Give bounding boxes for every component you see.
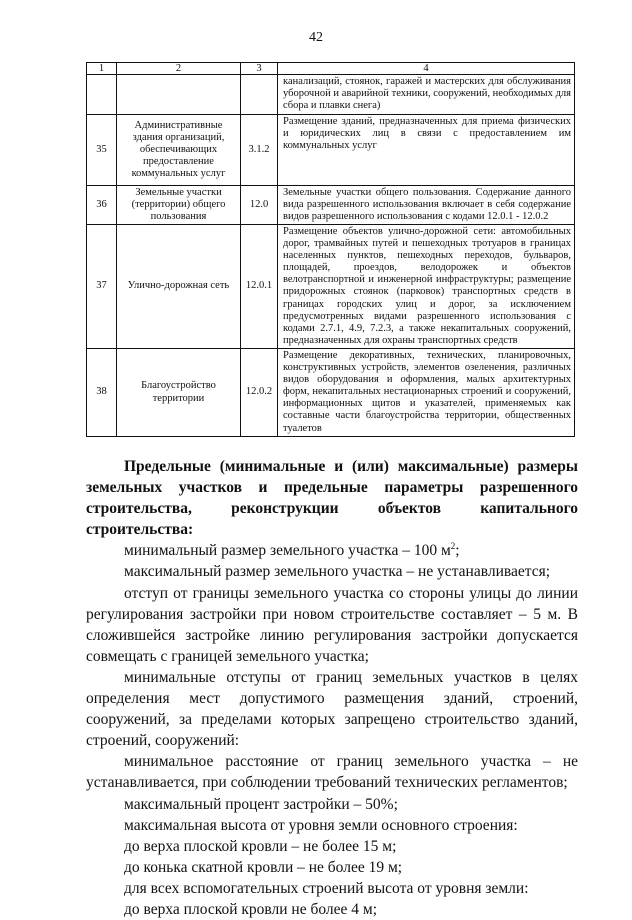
use-description: Размещение зданий, предназначенных для приема физических и юридических лиц в связи с предоставлением им коммунальных услуг — [278, 115, 575, 186]
table-row-continuation — [87, 75, 575, 115]
continuation-cell: канализаций, стоянок, гаражей и мастерских для обслуживания уборочной и аварийной техники, сооружений, необходимых для сбора и плавки снега) — [278, 75, 575, 115]
paragraph: до верха плоской кровли – не более 15 м; — [124, 837, 397, 855]
paragraph: отступ от границы земельного участка со стороны улицы до линии регулирования застройки при новом строительстве составляет – 5 м. В сложившейся застройке линию регулирования застройки допускается совмещать с границей земельного участка; — [86, 584, 578, 665]
use-description: Земельные участки общего пользования. Содержание данного вида разрешенного использования включает в себя содержание видов разрешенного использования с кодами 12.0.1 - 12.0.2 — [278, 186, 575, 225]
page-number: 42 — [309, 30, 323, 45]
row-number: 35 — [87, 115, 117, 186]
use-description: Размещение объектов улично-дорожной сети: автомобильных дорог, трамвайных путей и пешеходных тротуаров в границах населенных пунктов, пешеходных переходов, бульваров, площадей, проездов, велодорожек и объектов велотранспортной и инженерной инфраструктуры; размещение придорожных стоянок (парковок) транспортных средств в границах городских улиц и дорог, за исключением предусмотренных видами разрешенного использования с кодами 2.7.1, 4.9, 7.2.3, а также некапитальных сооружений, предназначенных для охраны транспортных средств — [278, 225, 575, 349]
land-use-table — [86, 62, 575, 437]
use-code: 3.1.2 — [241, 115, 278, 186]
row-number: 37 — [87, 225, 117, 349]
use-description: Размещение декоративных, технических, планировочных, конструктивных устройств, элементов озеленения, различных видов оборудования и оформления, малых архитектурных форм, некапитальных нестационарных строений и сооружений, информационных щитов и указателей, применяемых как составные части благоустройства территории, общественных туалетов — [278, 349, 575, 437]
table-row — [87, 225, 575, 349]
paragraph: для всех вспомогательных строений высота от уровня земли: — [124, 879, 529, 897]
use-name: Улично-дорожная сеть — [117, 225, 241, 349]
use-code: 12.0 — [241, 186, 278, 225]
use-code: 12.0.1 — [241, 225, 278, 349]
row-number: 38 — [87, 349, 117, 437]
paragraph: максимальный процент застройки – 50%; — [124, 795, 398, 813]
row-number: 36 — [87, 186, 117, 225]
use-code: 12.0.2 — [241, 349, 278, 437]
paragraph: минимальное расстояние от границ земельного участка – не устанавливается, при соблюдении требований технических регламентов; — [86, 753, 578, 792]
header-col-2: 2 — [117, 63, 241, 75]
header-col-1: 1 — [87, 63, 117, 75]
table-header-row — [87, 63, 575, 75]
table-row — [87, 115, 575, 186]
table-row — [87, 186, 575, 225]
use-name: Благоустройство территории — [117, 349, 241, 437]
paragraph: максимальная высота от уровня земли основного строения: — [124, 816, 518, 834]
header-col-4: 4 — [278, 63, 575, 75]
paragraph — [86, 540, 578, 561]
use-name: Административные здания организаций, обеспечивающих предоставление коммунальных услуг — [117, 115, 241, 186]
paragraph: минимальные отступы от границ земельных участков в целях определения мест допустимого размещения зданий, строений, сооружений, за пределами которых запрещено строительство зданий, строений, сооружений: — [86, 668, 578, 750]
paragraph: максимальный размер земельного участка – не устанавливается; — [124, 563, 551, 581]
table-row — [87, 349, 575, 437]
min-area-sup: 2 — [450, 541, 456, 552]
use-name: Земельные участки (территории) общего пользования — [117, 186, 241, 225]
paragraph: до верха плоской кровли не более 4 м; — [124, 900, 378, 918]
body-text — [86, 456, 578, 920]
paragraph: до конька скатной кровли – не более 19 м; — [124, 858, 403, 876]
section-heading: Предельные (минимальные и (или) максимальные) размеры земельных участков и предельные параметры разрешенного строительства, реконструкции объектов капитального строительства: — [86, 458, 578, 539]
min-area-text: минимальный размер земельного участка – 100 м — [124, 542, 451, 560]
header-col-3: 3 — [241, 63, 278, 75]
min-area-end: ; — [455, 542, 460, 560]
